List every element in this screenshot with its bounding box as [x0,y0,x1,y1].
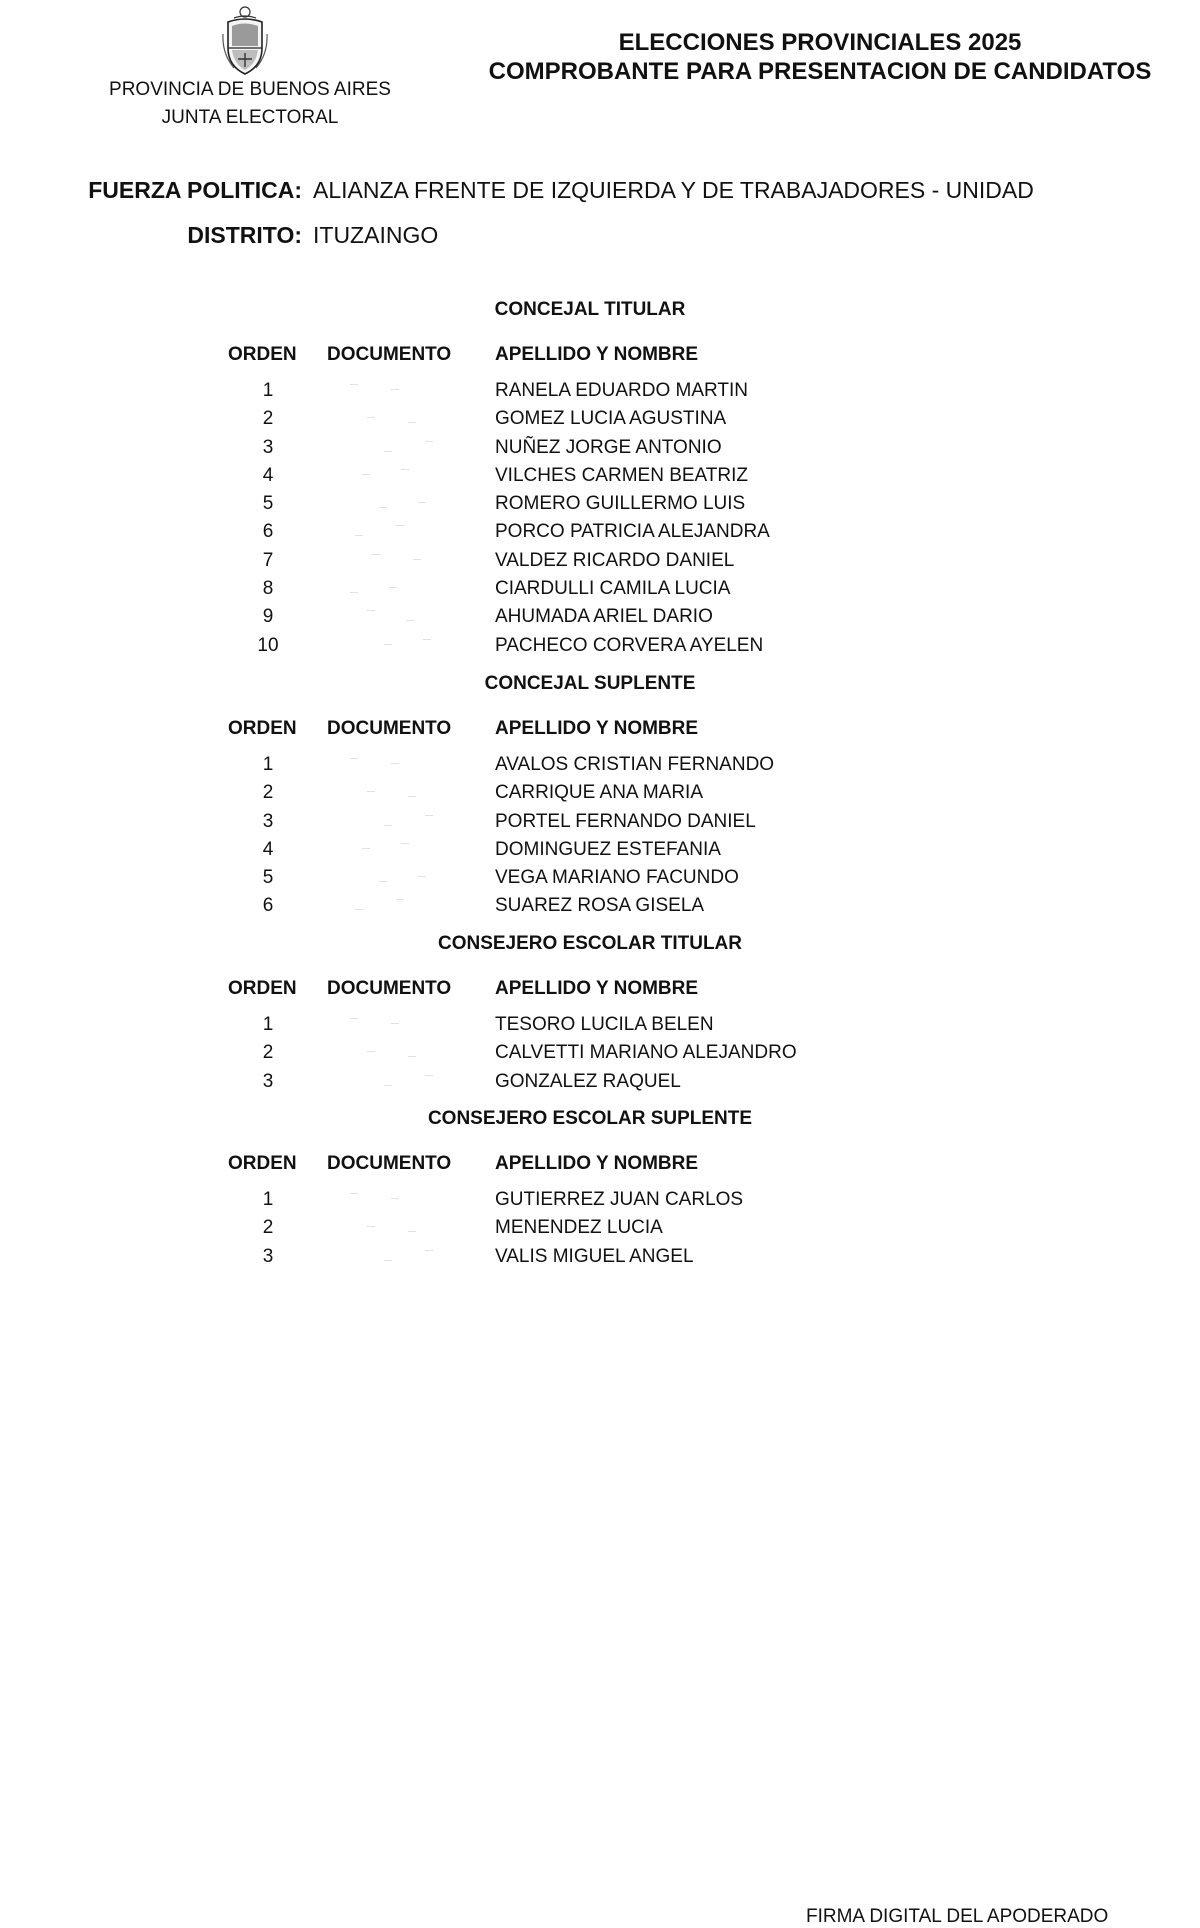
redacted-document-number [350,521,440,541]
buenos-aires-coat-of-arms-icon [220,4,270,78]
redacted-document-number [350,493,440,513]
column-header-orden: ORDEN [228,1153,297,1174]
redacted-document-number [350,1217,440,1237]
column-header-orden: ORDEN [228,978,297,999]
candidate-row [0,635,1200,663]
candidate-row [0,408,1200,436]
candidate-name: RANELA EDUARDO MARTIN [495,380,749,401]
candidate-row [0,1042,1200,1070]
section-title-consejero-escolar-titular: CONSEJERO ESCOLAR TITULAR [437,933,743,954]
distrito-label: DISTRITO: [187,222,302,248]
candidate-orden: 1 [262,754,274,775]
candidate-name: GOMEZ LUCIA AGUSTINA [495,408,727,430]
redacted-document-number [350,1246,440,1266]
candidate-list-concejal-titular [0,380,1200,663]
province-name: PROVINCIA DE BUENOS AIRES [109,79,391,100]
candidate-row [0,465,1200,493]
fuerza-politica-value: ALIANZA FRENTE DE IZQUIERDA Y DE TRABAJADORES - UNIDAD [313,177,1034,203]
section-title-concejal-suplente: CONCEJAL SUPLENTE [484,673,696,694]
candidate-orden: 1 [262,1189,274,1210]
redacted-document-number [350,867,440,887]
column-header-nombre: APELLIDO Y NOMBRE [495,978,699,999]
redacted-document-number [350,895,440,915]
redacted-document-number [350,408,440,428]
candidate-name: AHUMADA ARIEL DARIO [495,606,713,628]
column-header-nombre: APELLIDO Y NOMBRE [495,344,699,365]
candidate-name: TESORO LUCILA BELEN [495,1014,714,1035]
column-header-documento: DOCUMENTO [327,1153,452,1174]
candidate-row [0,1189,1200,1217]
candidate-list-consejero-escolar-suplente [0,1189,1200,1274]
candidate-orden: 3 [262,1070,274,1092]
candidate-orden: 4 [262,464,274,486]
candidate-orden: 3 [262,810,274,832]
candidate-orden: 6 [262,521,274,543]
distrito-value: ITUZAINGO [313,222,439,248]
column-header-documento: DOCUMENTO [327,718,452,739]
candidate-name: CALVETTI MARIANO ALEJANDRO [495,1042,797,1064]
redacted-document-number [350,606,440,626]
fuerza-politica-label: FUERZA POLITICA: [88,177,302,203]
candidate-name: VILCHES CARMEN BEATRIZ [495,464,749,486]
candidate-row [0,606,1200,634]
redacted-document-number [350,1042,440,1062]
candidate-row [0,811,1200,839]
candidate-row [0,493,1200,521]
redacted-document-number [350,1071,440,1091]
candidate-name: GUTIERREZ JUAN CARLOS [495,1189,744,1210]
candidate-row [0,895,1200,923]
candidate-orden: 9 [262,606,274,628]
candidate-row [0,521,1200,549]
digital-signature-label: FIRMA DIGITAL DEL APODERADO [806,1906,1109,1927]
redacted-document-number [350,754,440,774]
candidate-row [0,437,1200,465]
redacted-document-number [350,437,440,457]
candidate-orden: 4 [262,838,274,860]
candidate-orden: 2 [262,408,274,430]
redacted-document-number [350,380,440,400]
header-issuer [90,76,410,132]
candidate-name: VALIS MIGUEL ANGEL [495,1245,694,1267]
candidate-name: GONZALEZ RAQUEL [495,1070,681,1092]
section-title-consejero-escolar-suplente: CONSEJERO ESCOLAR SUPLENTE [427,1108,753,1129]
candidate-list-concejal-suplente [0,754,1200,924]
candidate-list-consejero-escolar-titular [0,1014,1200,1099]
redacted-document-number [350,839,440,859]
candidate-row [0,867,1200,895]
candidate-row [0,380,1200,408]
candidate-row [0,782,1200,810]
candidate-orden: 7 [262,549,274,571]
title-line-2: COMPROBANTE PARA PRESENTACION DE CANDIDATOS [488,58,1152,85]
candidate-name: CIARDULLI CAMILA LUCIA [495,578,731,600]
candidate-row [0,1217,1200,1245]
candidate-row [0,1246,1200,1274]
candidate-orden: 1 [262,380,274,401]
redacted-document-number [350,1189,440,1209]
column-header-documento: DOCUMENTO [327,978,452,999]
candidate-orden: 2 [262,1217,274,1239]
candidate-row [0,1014,1200,1042]
redacted-document-number [350,782,440,802]
candidate-row [0,550,1200,578]
redacted-document-number [350,465,440,485]
candidate-orden: 5 [262,867,274,889]
column-header-documento: DOCUMENTO [327,344,452,365]
redacted-document-number [350,635,440,655]
redacted-document-number [350,550,440,570]
candidate-name: VALDEZ RICARDO DANIEL [495,549,735,571]
column-header-orden: ORDEN [228,718,297,739]
section-title-concejal-titular: CONCEJAL TITULAR [494,299,686,320]
candidate-orden: 3 [262,436,274,458]
redacted-document-number [350,811,440,831]
electoral-board: JUNTA ELECTORAL [161,107,339,128]
candidate-name: MENENDEZ LUCIA [495,1217,663,1239]
candidate-row [0,578,1200,606]
candidate-name: DOMINGUEZ ESTEFANIA [495,838,721,860]
candidate-row [0,1071,1200,1099]
candidate-row [0,839,1200,867]
column-header-nombre: APELLIDO Y NOMBRE [495,718,699,739]
column-header-nombre: APELLIDO Y NOMBRE [495,1153,699,1174]
candidate-orden: 10 [257,634,279,656]
candidate-name: PORTEL FERNANDO DANIEL [495,810,756,832]
candidate-name: SUAREZ ROSA GISELA [495,895,705,917]
candidate-orden: 2 [262,782,274,804]
candidate-name: CARRIQUE ANA MARIA [495,782,703,804]
candidate-orden: 2 [262,1042,274,1064]
candidate-row [0,754,1200,782]
candidate-name: AVALOS CRISTIAN FERNANDO [495,754,775,775]
redacted-document-number [350,1014,440,1034]
candidate-orden: 5 [262,493,274,515]
candidate-orden: 3 [262,1245,274,1267]
candidate-orden: 8 [262,578,274,600]
redacted-document-number [350,578,440,598]
column-header-orden: ORDEN [228,344,297,365]
candidate-orden: 6 [262,895,274,917]
document-title [440,28,1200,86]
candidate-name: NUÑEZ JORGE ANTONIO [495,436,722,458]
candidate-orden: 1 [262,1014,274,1035]
title-line-1: ELECCIONES PROVINCIALES 2025 [618,29,1022,56]
candidate-name: ROMERO GUILLERMO LUIS [495,493,746,515]
candidate-name: PORCO PATRICIA ALEJANDRA [495,521,770,543]
candidate-name: VEGA MARIANO FACUNDO [495,867,739,889]
candidate-name: PACHECO CORVERA AYELEN [495,634,764,656]
